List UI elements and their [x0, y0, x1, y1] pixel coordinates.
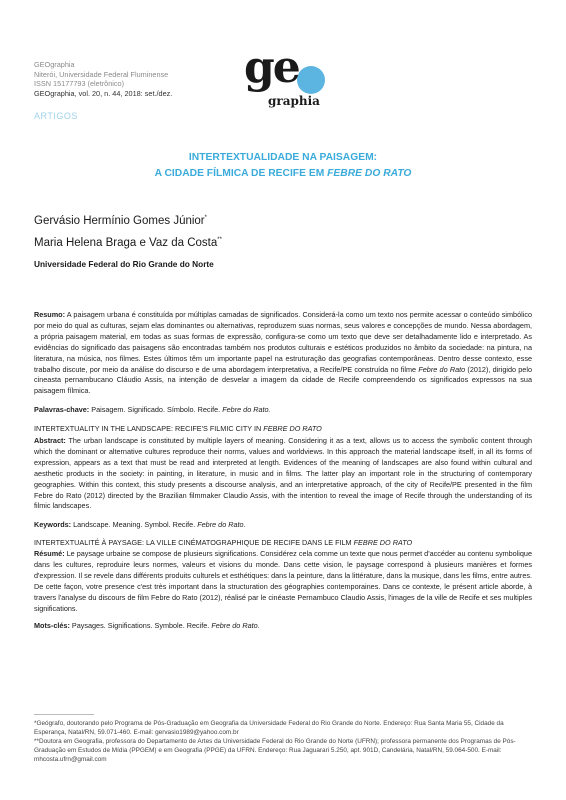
logo-ge-text: ge	[244, 42, 299, 93]
logo-circle-icon	[297, 66, 325, 94]
author-2	[34, 237, 222, 249]
abstract-heading-plain: INTERTEXTUALITY IN THE LANDSCAPE: RECIFE'S FILMIC CITY IN	[34, 424, 264, 433]
resume-fr-paragraph	[34, 549, 532, 614]
resume-fr-heading-plain: INTERTEXTUALITÉ À PAYSAGE: LA VILLE CINÉMATOGRAPHIQUE DE RECIFE DANS LE FILM	[34, 538, 354, 547]
section-label: ARTIGOS	[34, 111, 78, 121]
abstract-keywords	[34, 520, 532, 531]
resumo-film: Febre do Rato	[418, 364, 466, 374]
abstract-heading	[34, 424, 532, 435]
resumo-paragraph	[34, 310, 532, 397]
resumo-keywords	[34, 405, 532, 416]
title-line-2	[34, 166, 532, 182]
resume-fr-text: Le paysage urbaine se compose de plusieurs significations. Considérez cela comme un texte que nous permet d'accéder au contenu symbolique dans les cultures, reproduire leurs normes, valeurs et visions du monde. Dans cette vision, le paysage correspond à plusieurs manières et formes d'expression. Il se revele dans différents produits culturels et esthétiques: dans la peinture, dans la littérature, dans la musique, dans les films, entre autres. De cette façon, votre presence c'est très important dans la structuration des géographies contemporaines. Dans ce contexte, le présent article aborde, à travers l'analyse du discours de film Febre do Rato (2012), réalisé par le cinéaste Pernambuco Claudio Assis, l'images de la ville de Recife et ses multiples significations.	[34, 549, 532, 613]
author-2-name: Maria Helena Braga e Vaz da Costa	[34, 237, 218, 249]
author-1	[34, 215, 207, 227]
footnote-1: *Geógrafo, doutorando pelo Programa de Pós-Graduação em Geografia da Universidade Federal do Rio Grande do Norte. Endereço: Rua Santa Maria 55, Cidade da Esperança, Natal/RN, 59.071-460. E-mail: gervasio1989@yahoo.com.br	[34, 720, 504, 737]
title-line-1: INTERTEXTUALIDADE NA PAISAGEM:	[188, 152, 378, 163]
abstract-kw-text: Landscape. Meaning. Symbol. Recife.	[71, 520, 198, 529]
geographia-logo	[244, 42, 334, 112]
journal-place: Niterói, Universidade Federal Fluminense	[34, 69, 169, 79]
journal-issue: GEOgraphia, vol. 20, n. 44, 2018: set./dez.	[34, 88, 173, 98]
resumo-label: Resumo:	[34, 310, 66, 319]
resume-fr-kw-text: Paysages. Significations. Symbole. Recife.	[69, 621, 212, 630]
abstract-heading-italic: FEBRE DO RATO	[263, 424, 322, 433]
abstract-paragraph	[34, 436, 532, 512]
footnotes	[34, 719, 532, 764]
abstract-label: Abstract:	[34, 436, 66, 445]
resume-fr-heading	[34, 538, 532, 549]
journal-meta	[34, 60, 172, 98]
article-title	[34, 150, 532, 182]
author-2-mark: **	[217, 237, 222, 243]
resumo-text: A paisagem urbana é constituída por múltiplas camadas de significados. Considerá-la como um texto nos permite acessar o conteúdo simbólico por meio do qual as culturas, sejam elas dominantes ou alternativas, reproduzem suas normas, seus valores e concepções de mundo. Nessa abordagem, a própria paisagem material, em todas as suas formas de expressão, configura-se como um texto que deve ser detalhadamente lido e interpretado. As evidências do significado das paisagens são encontradas também nos produtos culturais e estéticos produzidos no âmbito da sociedade: na pintura, na literatura, na música, nos filmes. Estes últimos têm um importante papel na estruturação das geografias contemporâneas. Dentro desse contexto, esse trabalho discute, por meio da análise do discurso e de uma abordagem interpretativa, a Recife/PE construída no filme	[34, 310, 532, 374]
title-line-2-italic: FEBRE DO RATO	[327, 168, 412, 179]
resumo-kw-label: Palavras-chave:	[34, 405, 90, 414]
journal-issn: ISSN 15177793 (eletrônico)	[34, 79, 125, 89]
resumo-kw-text: Paisagem. Significado. Símbolo. Recife.	[89, 405, 223, 414]
resume-fr-kw-label: Mots-clés:	[34, 621, 70, 630]
author-1-name: Gervásio Hermínio Gomes Júnior	[34, 215, 205, 227]
resume-fr-label: Résumé:	[34, 549, 65, 558]
title-line-2-plain: A CIDADE FÍLMICA DE RECIFE EM	[154, 168, 328, 179]
abstract-kw-label: Keywords:	[34, 520, 72, 529]
resumo-text-2: (2012), dirigido pelo cineasta pernambucano Cláudio Assis, na intenção de desvelar a imagem da cidade de Recife compreendendo os significados expressos na sua paisagem fílmica.	[34, 364, 532, 396]
footnote-2: **Doutora em Geografia, professora do Departamento de Artes da Universidade Federal do Rio Grande do Norte (UFRN); professora permanente dos Programas de Pós-Graduação em Estudos de Mídia (PPGEM) e em Geografia (PPGE) da UFRN. Endereço: Rua Jaguarari 5.250, apt. 901D, Candelária, Natal/RN, 59.064-500. E-mail: mhcosta.ufrn@gmail.com	[34, 738, 516, 764]
footnote-divider	[34, 714, 94, 715]
resume-fr-keywords	[34, 621, 532, 632]
resumo-kw-film: Febre do Rato.	[222, 405, 271, 414]
resume-fr-heading-italic: FEBRE DO RATO	[353, 538, 413, 547]
resume-fr-kw-film: Febre do Rato.	[211, 621, 260, 630]
logo-graphia-text: graphia	[268, 94, 320, 108]
abstract-text: The urban landscape is constituted by multiple layers of meaning. Considering it as a text, allows us to access the symbolic content through which the dominant or alternative cultures reproduce their norms, values and worldviews. In this approach the material landscape itself, in all its forms of expression, appears as a text that must be read and interpreted at length. Evidences of the meaning of landscapes are also found within cultural and aesthetic products in the society: in painting, in literature, in music and in films. The latter play an important role in the structuring of contemporary geographies. Within this context, this study presents a discourse analysis, and an interpretative approach, of the city of Recife/PE presented in the film Febre do Rato (2012) directed by the Brazilian filmmaker Claudio Assis, with the intention to reveal the image of Recife through the understanding of its filmic landscapes.	[34, 436, 532, 511]
journal-name: GEOgraphia	[34, 60, 75, 69]
author-1-mark: *	[204, 215, 207, 221]
abstract-kw-film: Febre do Rato.	[197, 520, 246, 529]
affiliation: Universidade Federal do Rio Grande do Norte	[34, 259, 214, 269]
